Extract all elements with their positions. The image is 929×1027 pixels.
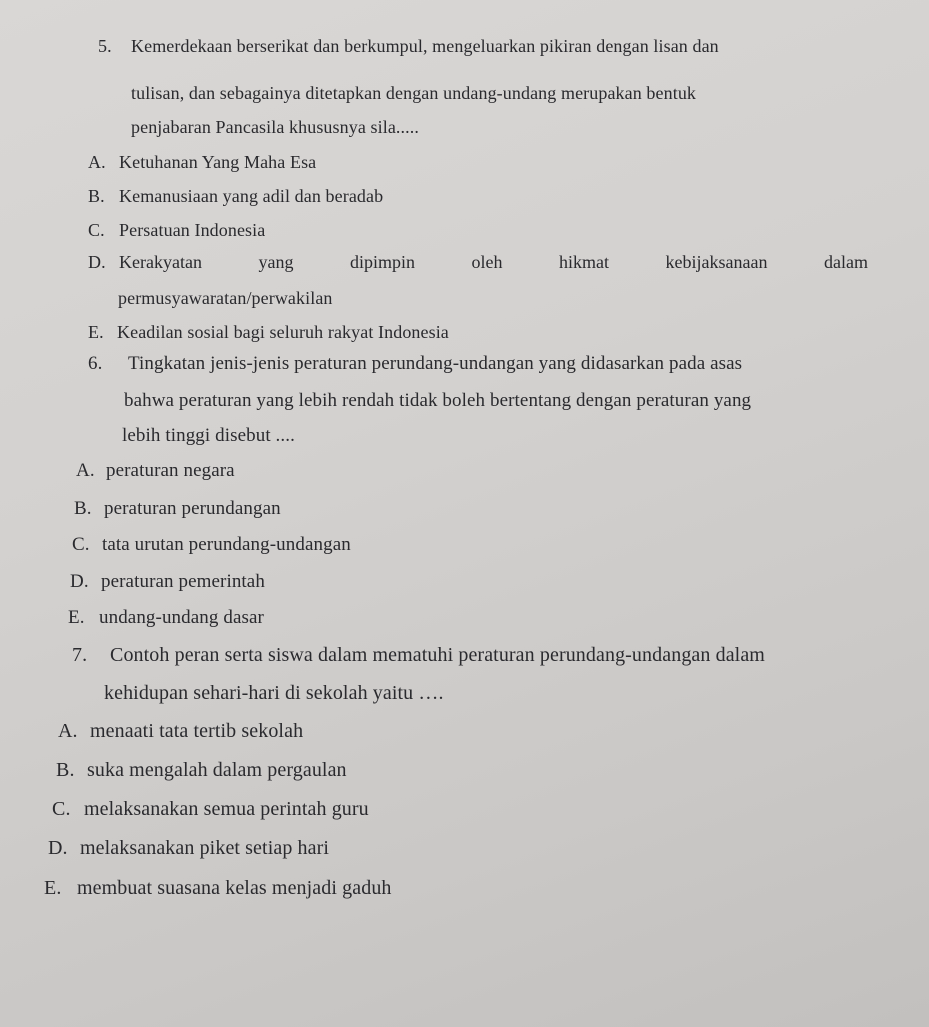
option-letter: A.: [76, 460, 95, 481]
question-number: 7.: [72, 644, 88, 666]
option-text-continuation: permusyawaratan/perwakilan: [118, 288, 333, 308]
option-word: oleh: [471, 252, 503, 272]
question-number: 6.: [88, 353, 103, 374]
option-letter: E.: [68, 607, 85, 628]
question-text-line: Tingkatan jenis-jenis peraturan perundang-undangan yang didasarkan pada asas: [128, 353, 743, 374]
option-text: undang-undang dasar: [99, 607, 264, 628]
option-letter: A.: [58, 720, 78, 742]
option-word: dalam: [824, 252, 868, 272]
option-text: Keadilan sosial bagi seluruh rakyat Indonesia: [117, 322, 449, 342]
option-word: kebijaksanaan: [665, 252, 768, 272]
option-letter: B.: [56, 759, 75, 781]
option-text: peraturan perundangan: [104, 498, 281, 519]
option-text: peraturan negara: [106, 460, 235, 481]
option-text: Kemanusiaan yang adil dan beradab: [119, 186, 384, 206]
option-text: melaksanakan piket setiap hari: [80, 837, 330, 859]
option-letter: C.: [88, 220, 105, 240]
option-word: dipimpin: [349, 252, 415, 272]
option-letter: B.: [74, 498, 92, 519]
question-text-line: penjabaran Pancasila khususnya sila.....: [131, 117, 419, 137]
option-text: melaksanakan semua perintah guru: [84, 798, 369, 820]
option-text: suka mengalah dalam pergaulan: [87, 759, 347, 781]
option-letter: D.: [48, 837, 68, 859]
option-text: peraturan pemerintah: [101, 571, 265, 592]
option-text: Persatuan Indonesia: [119, 220, 266, 240]
option-word: hikmat: [559, 252, 610, 272]
option-word: yang: [258, 252, 294, 272]
option-letter: E.: [88, 322, 104, 342]
option-text: Ketuhanan Yang Maha Esa: [119, 152, 317, 172]
question-text-line: kehidupan sehari-hari di sekolah yaitu ….: [104, 682, 444, 704]
option-text: membuat suasana kelas menjadi gaduh: [77, 877, 392, 899]
option-word: Kerakyatan: [119, 252, 202, 272]
option-text-justified: [119, 250, 868, 274]
option-letter: D.: [88, 252, 106, 272]
question-text-line: lebih tinggi disebut ....: [122, 425, 295, 446]
option-letter: C.: [52, 798, 71, 820]
option-letter: D.: [70, 571, 89, 592]
question-text-line: tulisan, dan sebagainya ditetapkan dengan undang-undang merupakan bentuk: [131, 83, 697, 103]
option-letter: E.: [44, 877, 62, 899]
question-text-line: Contoh peran serta siswa dalam mematuhi peraturan perundang-undangan dalam: [110, 644, 765, 666]
option-text: menaati tata tertib sekolah: [90, 720, 304, 742]
option-letter: B.: [88, 186, 105, 206]
option-letter: C.: [72, 534, 90, 555]
question-text-line: bahwa peraturan yang lebih rendah tidak boleh bertentang dengan peraturan yang: [124, 390, 752, 411]
option-text: tata urutan perundang-undangan: [102, 534, 351, 555]
option-letter: A.: [88, 152, 106, 172]
question-text-line: Kemerdekaan berserikat dan berkumpul, mengeluarkan pikiran dengan lisan dan: [131, 36, 719, 56]
question-number: 5.: [98, 36, 112, 56]
